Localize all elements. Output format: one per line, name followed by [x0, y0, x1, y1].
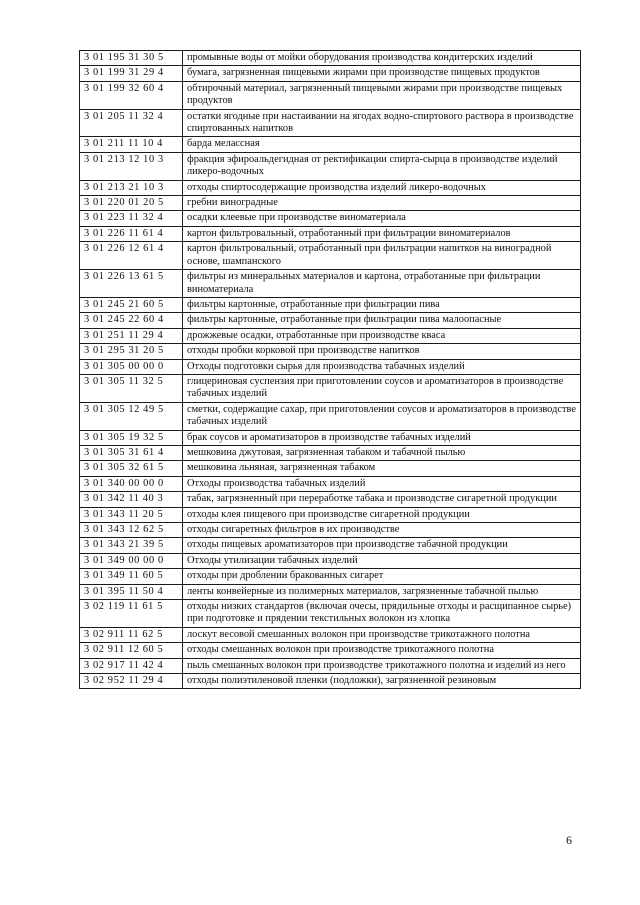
waste-code-cell: 3 01 199 32 60 4: [80, 81, 183, 109]
table-row: [80, 109, 581, 137]
waste-name-cell: картон фильтровальный, отработанный при фильтрации напитков на виноградной основе, шампанского: [183, 242, 581, 270]
waste-code-cell: 3 02 119 11 61 5: [80, 600, 183, 628]
table-row: [80, 313, 581, 328]
waste-code-cell: 3 01 305 12 49 5: [80, 402, 183, 430]
waste-name-cell: фильтры картонные, отработанные при фильтрации пива малоопасные: [183, 313, 581, 328]
table-row: [80, 523, 581, 538]
waste-code-cell: 3 01 226 11 61 4: [80, 226, 183, 241]
waste-code-cell: 3 01 305 11 32 5: [80, 374, 183, 402]
waste-name-cell: отходы при дроблении бракованных сигарет: [183, 569, 581, 584]
table-row: [80, 658, 581, 673]
waste-catalog-table: [79, 50, 581, 689]
group-title-cell: Отходы подготовки сырья для производства табачных изделий: [183, 359, 581, 374]
table-row: [80, 600, 581, 628]
group-title-cell: Отходы производства табачных изделий: [183, 476, 581, 491]
waste-name-cell: барда мелассная: [183, 137, 581, 152]
waste-name-cell: осадки клеевые при производстве виноматериала: [183, 211, 581, 226]
table-row: [80, 445, 581, 460]
waste-code-cell: 3 01 343 12 62 5: [80, 523, 183, 538]
table-row: [80, 297, 581, 312]
waste-code-cell: 3 01 305 00 00 0: [80, 359, 183, 374]
table-row: [80, 627, 581, 642]
waste-name-cell: фракция эфироальдегидная от ректификации спирта-сырца в производстве изделий ликеро-водочных: [183, 152, 581, 180]
waste-code-cell: 3 01 205 11 32 4: [80, 109, 183, 137]
waste-code-cell: 3 01 223 11 32 4: [80, 211, 183, 226]
table-body: [80, 51, 581, 689]
waste-name-cell: бумага, загрязненная пищевыми жирами при производстве пищевых продуктов: [183, 66, 581, 81]
table-row: [80, 137, 581, 152]
waste-code-cell: 3 01 305 32 61 5: [80, 461, 183, 476]
table-row: [80, 569, 581, 584]
table-row: [80, 461, 581, 476]
table-row: [80, 180, 581, 195]
table-row: [80, 270, 581, 298]
table-row: [80, 402, 581, 430]
waste-code-cell: 3 01 211 11 10 4: [80, 137, 183, 152]
waste-code-cell: 3 02 952 11 29 4: [80, 674, 183, 689]
waste-name-cell: остатки ягодные при настаивании на ягодах водно-спиртового раствора в производстве спиртованных напитков: [183, 109, 581, 137]
waste-code-cell: 3 01 305 31 61 4: [80, 445, 183, 460]
waste-name-cell: картон фильтровальный, отработанный при фильтрации виноматериалов: [183, 226, 581, 241]
waste-name-cell: фильтры картонные, отработанные при фильтрации пива: [183, 297, 581, 312]
waste-name-cell: промывные воды от мойки оборудования производства кондитерских изделий: [183, 51, 581, 66]
waste-name-cell: сметки, содержащие сахар, при приготовлении соусов и ароматизаторов в производстве табачных изделий: [183, 402, 581, 430]
waste-code-cell: 3 02 911 11 62 5: [80, 627, 183, 642]
waste-code-cell: 3 01 349 11 60 5: [80, 569, 183, 584]
table-row: [80, 196, 581, 211]
table-row: [80, 507, 581, 522]
page-number: 6: [566, 833, 572, 847]
table-row: [80, 242, 581, 270]
waste-name-cell: дрожжевые осадки, отработанные при производстве кваса: [183, 328, 581, 343]
table-row: [80, 643, 581, 658]
waste-name-cell: обтирочный материал, загрязненный пищевыми жирами при производстве пищевых продуктов: [183, 81, 581, 109]
table-row: [80, 226, 581, 241]
waste-code-cell: 3 01 199 31 29 4: [80, 66, 183, 81]
table-row: [80, 152, 581, 180]
waste-name-cell: отходы пробки корковой при производстве напитков: [183, 344, 581, 359]
waste-code-cell: 3 01 195 31 30 5: [80, 51, 183, 66]
waste-code-cell: 3 01 349 00 00 0: [80, 553, 183, 568]
table-row: [80, 430, 581, 445]
waste-code-cell: 3 01 245 21 60 5: [80, 297, 183, 312]
waste-code-cell: 3 01 220 01 20 5: [80, 196, 183, 211]
waste-code-cell: 3 01 395 11 50 4: [80, 584, 183, 599]
waste-name-cell: отходы спиртосодержащие производства изделий ликеро-водочных: [183, 180, 581, 195]
waste-code-cell: 3 02 911 12 60 5: [80, 643, 183, 658]
group-row: [80, 476, 581, 491]
group-title-cell: Отходы утилизации табачных изделий: [183, 553, 581, 568]
waste-name-cell: отходы полиэтиленовой пленки (подложки), загрязненной резиновым: [183, 674, 581, 689]
table-row: [80, 538, 581, 553]
waste-code-cell: 3 01 340 00 00 0: [80, 476, 183, 491]
table-row: [80, 51, 581, 66]
waste-name-cell: табак, загрязненный при переработке табака и производстве сигаретной продукции: [183, 492, 581, 507]
table-row: [80, 66, 581, 81]
waste-name-cell: мешковина джутовая, загрязненная табаком и табачной пылью: [183, 445, 581, 460]
waste-name-cell: отходы пищевых ароматизаторов при производстве табачной продукции: [183, 538, 581, 553]
group-row: [80, 359, 581, 374]
waste-code-cell: 3 01 342 11 40 3: [80, 492, 183, 507]
waste-name-cell: отходы сигаретных фильтров в их производстве: [183, 523, 581, 538]
group-row: [80, 553, 581, 568]
table-row: [80, 81, 581, 109]
table-row: [80, 584, 581, 599]
waste-code-cell: 3 01 343 11 20 5: [80, 507, 183, 522]
waste-code-cell: 3 01 251 11 29 4: [80, 328, 183, 343]
waste-name-cell: фильтры из минеральных материалов и картона, отработанные при фильтрации виноматериала: [183, 270, 581, 298]
table-row: [80, 344, 581, 359]
waste-name-cell: отходы клея пищевого при производстве сигаретной продукции: [183, 507, 581, 522]
waste-code-cell: 3 01 213 12 10 3: [80, 152, 183, 180]
waste-name-cell: отходы низких стандартов (включая очесы, прядильные отходы и расщипанное сырье) при подготовке и прядении текстильных волокон из хлопка: [183, 600, 581, 628]
table-row: [80, 211, 581, 226]
table-row: [80, 492, 581, 507]
waste-code-cell: 3 01 343 21 39 5: [80, 538, 183, 553]
waste-code-cell: 3 01 213 21 10 3: [80, 180, 183, 195]
waste-name-cell: пыль смешанных волокон при производстве трикотажного полотна и изделий из него: [183, 658, 581, 673]
waste-code-cell: 3 01 305 19 32 5: [80, 430, 183, 445]
waste-name-cell: гребни виноградные: [183, 196, 581, 211]
waste-name-cell: отходы смешанных волокон при производстве трикотажного полотна: [183, 643, 581, 658]
waste-code-cell: 3 01 245 22 60 4: [80, 313, 183, 328]
table-row: [80, 374, 581, 402]
waste-name-cell: мешковина льняная, загрязненная табаком: [183, 461, 581, 476]
waste-code-cell: 3 01 295 31 20 5: [80, 344, 183, 359]
table-row: [80, 674, 581, 689]
waste-name-cell: глицериновая суспензия при приготовлении соусов и ароматизаторов в производстве табачных изделий: [183, 374, 581, 402]
waste-name-cell: ленты конвейерные из полимерных материалов, загрязненные табачной пылью: [183, 584, 581, 599]
waste-code-cell: 3 01 226 12 61 4: [80, 242, 183, 270]
waste-code-cell: 3 02 917 11 42 4: [80, 658, 183, 673]
waste-name-cell: лоскут весовой смешанных волокон при производстве трикотажного полотна: [183, 627, 581, 642]
waste-name-cell: брак соусов и ароматизаторов в производстве табачных изделий: [183, 430, 581, 445]
waste-code-cell: 3 01 226 13 61 5: [80, 270, 183, 298]
table-row: [80, 328, 581, 343]
